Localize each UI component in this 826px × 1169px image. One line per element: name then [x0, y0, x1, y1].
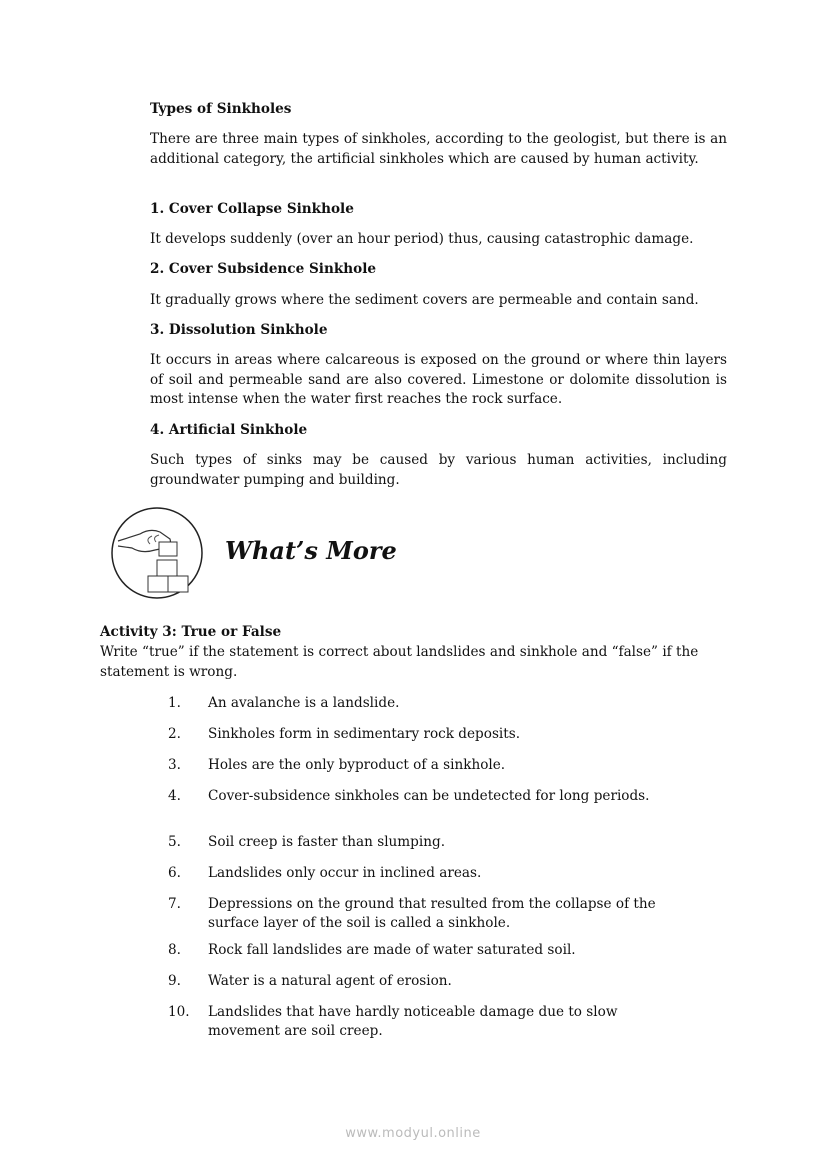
item-text: Rock fall landslides are made of water saturated soil.	[208, 942, 576, 958]
type-text: It occurs in areas where calcareous is exposed on the ground or where thin layers of soil and permeable sand are also covered. Limestone or dolomite dissolution is most intense when the water first reaches the rock surface.	[150, 352, 727, 408]
watermark: www.modyul.online	[345, 1126, 481, 1141]
item-text: Water is a natural agent of erosion.	[208, 973, 452, 989]
item-number: 9.	[168, 973, 181, 989]
section-heading: Types of Sinkholes	[150, 101, 292, 117]
item-text: Sinkholes form in sedimentary rock deposits.	[208, 726, 521, 742]
type-title: 3. Dissolution Sinkhole	[150, 322, 328, 338]
type-title: 2. Cover Subsidence Sinkhole	[150, 261, 377, 277]
item-text: An avalanche is a landslide.	[208, 695, 400, 711]
section-intro: There are three main types of sinkholes, according to the geologist, but there is an additional category, the artificial sinkholes which are caused by human activity.	[150, 131, 727, 167]
item-number: 8.	[168, 942, 181, 958]
item-text: Landslides that have hardly noticeable damage due to slow movement are soil creep.	[208, 1004, 618, 1039]
hand-blocks-icon	[110, 506, 205, 601]
type-title: 1. Cover Collapse Sinkhole	[150, 201, 354, 217]
activity-title: Activity 3: True or False	[100, 624, 282, 640]
item-number: 4.	[168, 788, 181, 804]
whats-more-title: What’s More	[225, 536, 397, 565]
item-number: 10.	[168, 1004, 190, 1020]
item-text: Holes are the only byproduct of a sinkhole.	[208, 757, 506, 773]
type-title: 4. Artificial Sinkhole	[150, 422, 308, 438]
item-number: 6.	[168, 865, 181, 881]
item-number: 7.	[168, 896, 181, 912]
type-text: It gradually grows where the sediment covers are permeable and contain sand.	[150, 292, 699, 308]
item-number: 5.	[168, 834, 181, 850]
activity-instructions: Write “true” if the statement is correct about landslides and sinkhole and “false” if the statement is wrong.	[100, 644, 699, 680]
item-text: Soil creep is faster than slumping.	[208, 834, 446, 850]
type-text: It develops suddenly (over an hour period) thus, causing catastrophic damage.	[150, 231, 694, 247]
item-number: 1.	[168, 695, 181, 711]
item-number: 2.	[168, 726, 181, 742]
item-text: Depressions on the ground that resulted from the collapse of the surface layer of the soil is called a sinkhole.	[208, 896, 656, 931]
item-number: 3.	[168, 757, 181, 773]
item-text: Landslides only occur in inclined areas.	[208, 865, 482, 881]
type-text: Such types of sinks may be caused by various human activities, including groundwater pumping and building.	[150, 452, 727, 488]
item-text: Cover-subsidence sinkholes can be undetected for long periods.	[208, 788, 650, 804]
